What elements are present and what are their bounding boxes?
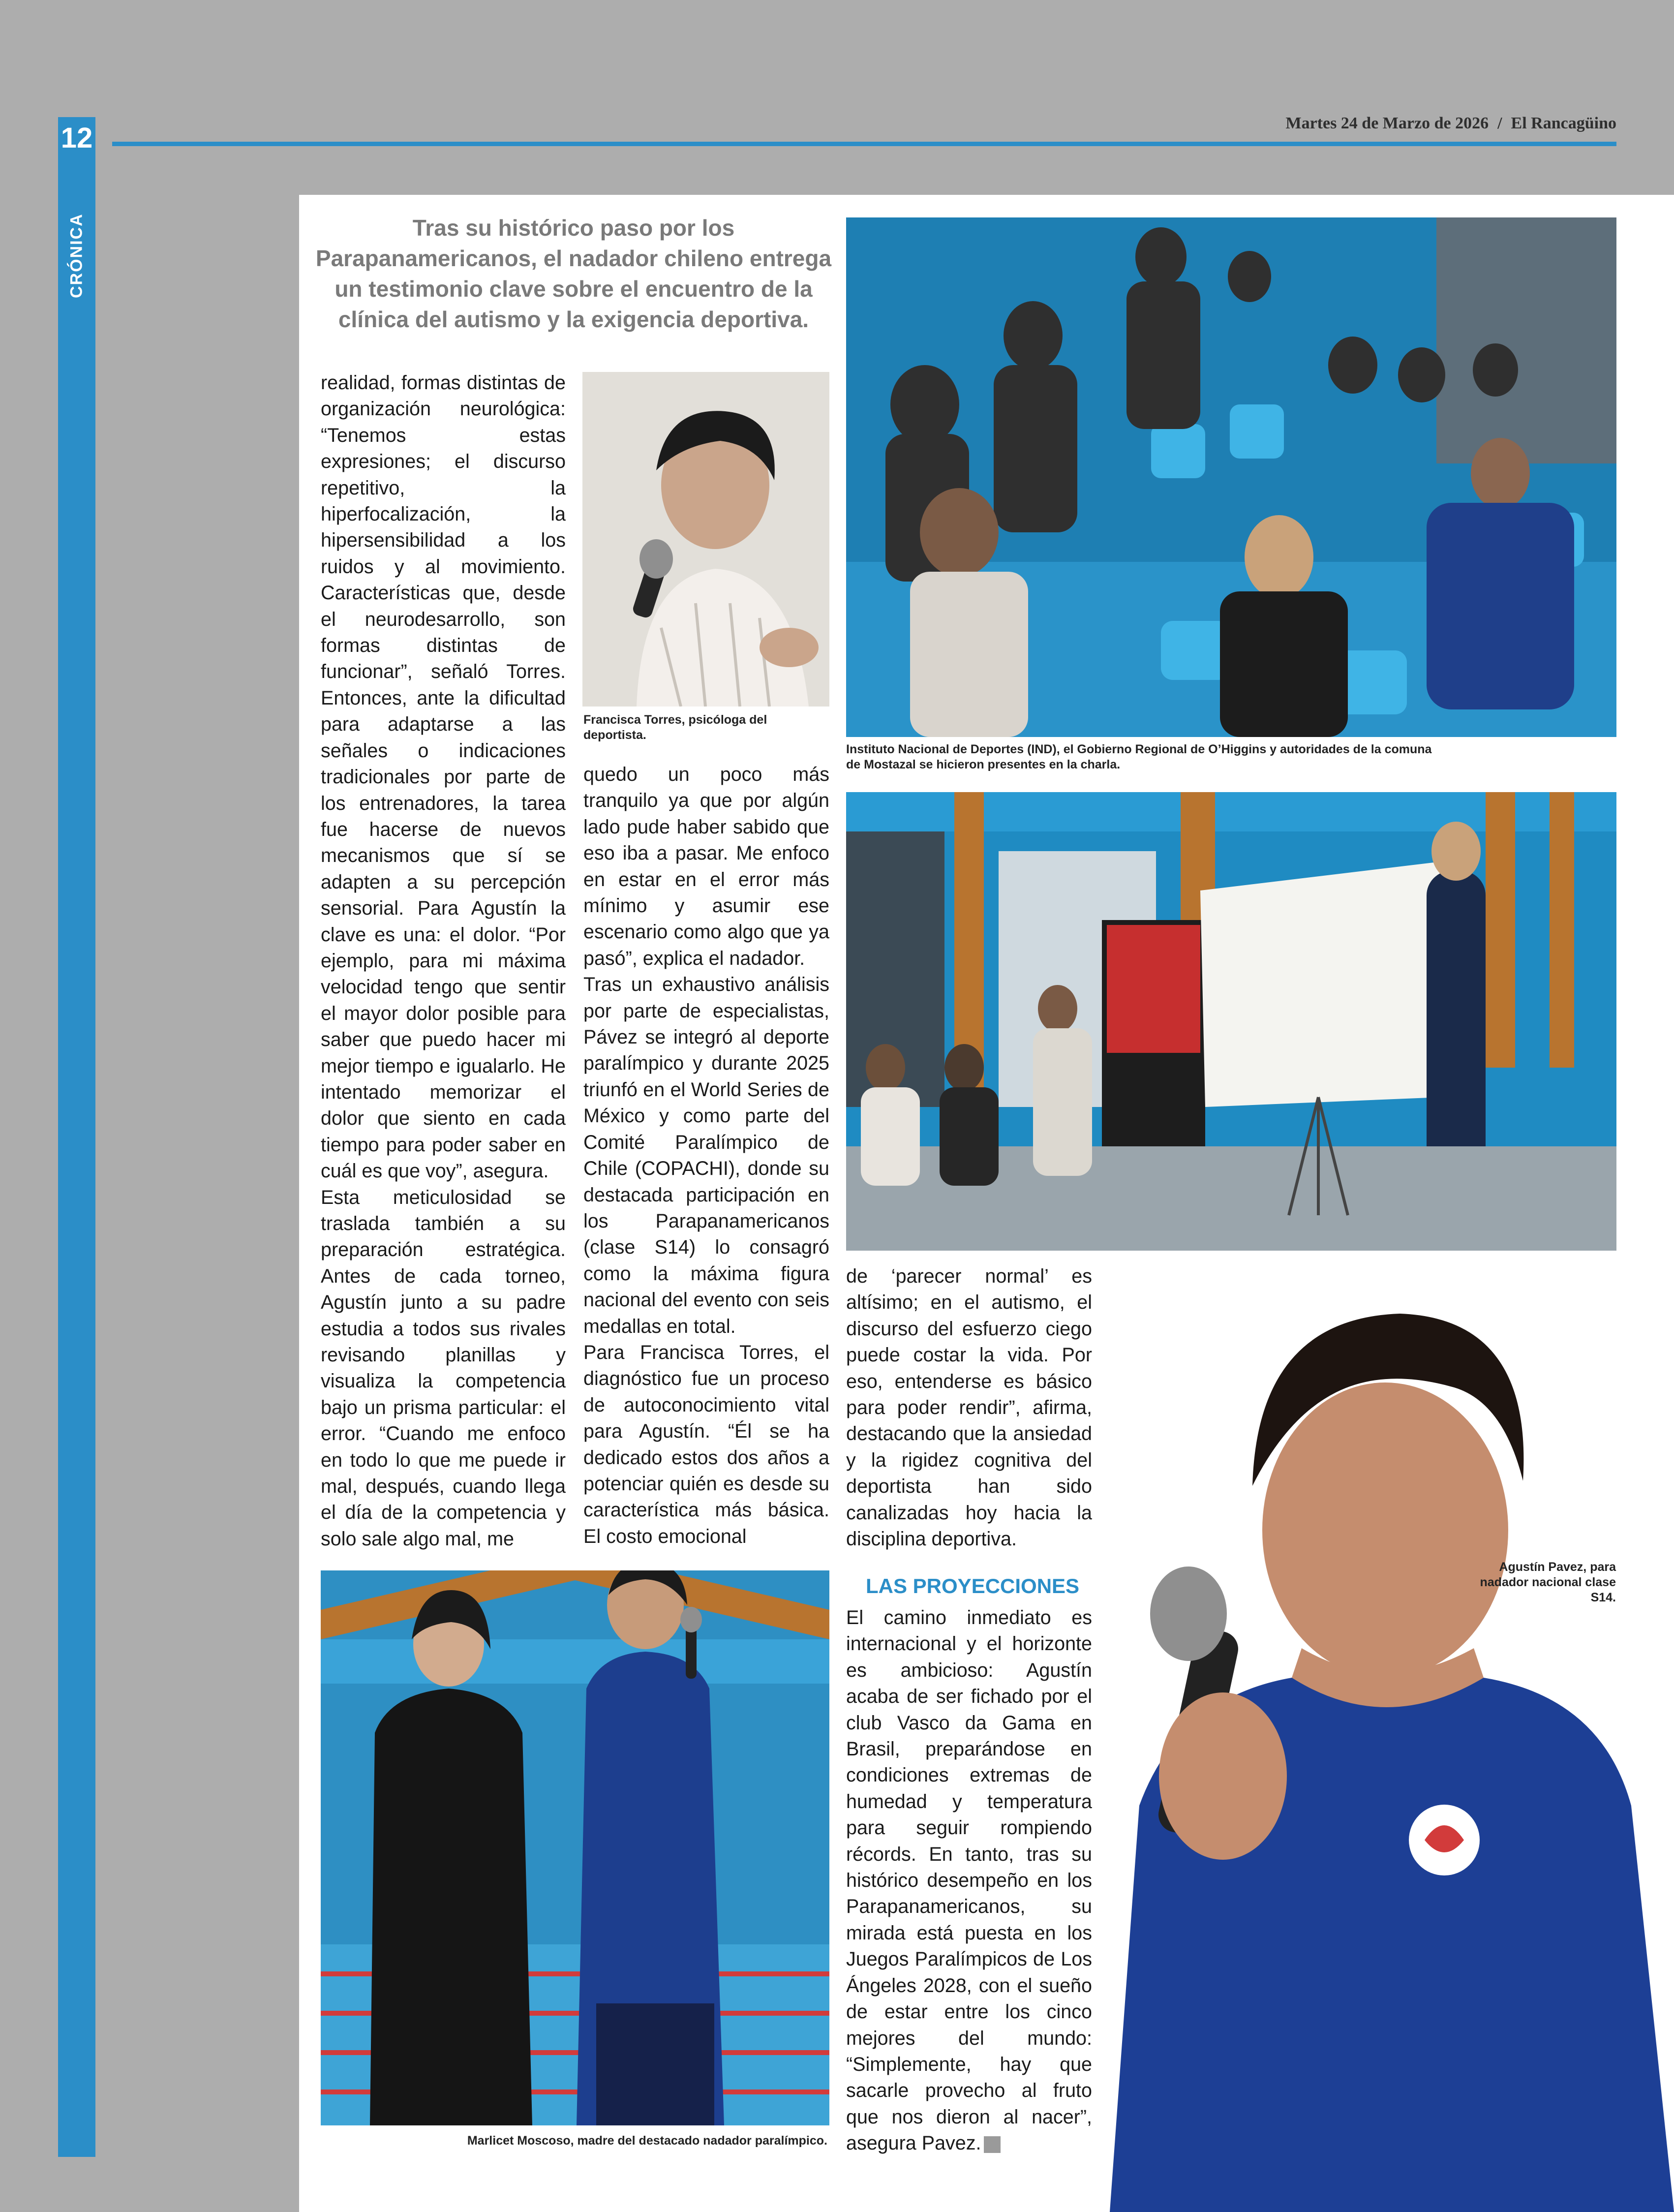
section-label: CRÓNICA <box>67 213 86 299</box>
section-sidebar <box>58 159 95 2157</box>
paragraph: Tras un exhaustivo análisis por parte de especialistas, Pávez se integró al deporte paralímpico y durante 2025 triunfó en el World Series de México y como parte del Comité Paralímpico de Chile (COPACHI), donde su destacada participación en los Parapanamericanos (clase S14) lo consagró como la máxima figura nacional del evento con seis medallas en total. <box>583 974 829 1337</box>
paragraph: Esta meticulosidad se traslada también a su preparación estratégica. Antes de cada torneo, Agustín junto a su padre estudia a todos sus rivales revisando planillas y visualiza la competencia bajo un prisma particular: el error. “Cuando me enfoco en todo lo que me puede ir mal, después, cuando llega el día de la competencia y solo sale algo mal, me <box>321 1186 566 1550</box>
publication-name: El Rancagüino <box>1511 114 1616 132</box>
article-column-3-bottom <box>846 1605 1092 2166</box>
photo-torres-illustration <box>582 372 829 707</box>
article-column-2 <box>583 762 829 1564</box>
photo-francisca-torres <box>582 372 829 707</box>
photo-audience <box>846 217 1616 737</box>
photo-agustin-pavez <box>1080 1274 1674 2212</box>
subheading-proyecciones: LAS PROYECCIONES <box>866 1574 1080 1598</box>
photo-mother-illustration <box>321 1570 829 2125</box>
article-column-3-top <box>846 1263 1092 1559</box>
paragraph: quedo un poco más tranquilo ya que por algún lado pude haber sabido que eso iba a pasar. Me enfoco en estar en el error más mínimo y asumir ese escenario como algo que ya pasó”, explica el nadador. <box>583 764 829 969</box>
photo-agustin-illustration <box>1080 1274 1674 2212</box>
issue-date: Martes 24 de Marzo de 2026 <box>1285 114 1489 132</box>
closing-paragraph-text: El camino inmediato es internacional y el horizonte es ambicioso: Agustín acaba de ser fichado por el club Vasco da Gama en Brasil, preparándose en condiciones extremas de humedad y temperatura para seguir rompiendo récords. En tanto, tras su histórico desempeño en los Parapanamericanos, su mirada está puesta en los Juegos Paralímpicos de Los Ángeles 2028, con el sueño de estar entre los cinco mejores del mundo: “Simplemente, hay que sacarle provecho al fruto que nos dieron al nacer”, asegura Pavez. <box>846 1607 1092 2154</box>
caption-francisca-torres: Francisca Torres, psicóloga del deportista. <box>583 713 767 742</box>
caption-marlicet-moscoso: Marlicet Moscoso, madre del destacado nadador paralímpico. <box>467 2134 827 2148</box>
header-meta <box>1082 114 1616 139</box>
paragraph: Para Francisca Torres, el diagnóstico fue un proceso de autoconocimiento vital para Agustín. “Él se ha dedicado estos dos años a potenciar quién es desde su característica más básica. El costo emocional <box>583 1341 829 1547</box>
paragraph: realidad, formas distintas de organización neurológica: “Tenemos estas expresiones; el discurso repetitivo, la hiperfocalización, la hipersensibilidad a los ruidos y al movimiento. Características que, desde el neurodesarrollo, son formas distintas de funcionar”, señaló Torres. Entonces, ante la dificultad para adaptarse a las señales o indicaciones tradicionales por parte de los entrenadores, la tarea fue hacerse de nuevos mecanismos que sí se adapten a su percepción sensorial. Para Agustín la clave es una: el dolor. “Por ejemplo, para mi máxima velocidad tengo que sentir el mayor dolor posible para saber que puedo hacer mi mejor tiempo e igualarlo. He intentado memorizar el dolor que siento en cada tiempo para poder saber en cuál es que voy”, asegura. <box>321 372 566 1182</box>
page-number: 12 <box>58 117 95 159</box>
photo-audience-illustration <box>846 217 1616 737</box>
end-of-article-icon <box>984 2136 1001 2153</box>
paragraph: de ‘parecer normal’ es altísimo; en el autismo, el discurso del esfuerzo ciego puede costar la vida. Por eso, entenderse es básico para poder rendir”, afirma, destacando que la ansiedad y la rigidez cognitiva del deportista han sido canalizadas hoy hacia la disciplina deportiva. <box>846 1265 1092 1550</box>
article-lead: Tras su histórico paso por los Parapanamericanos, el nadador chileno entrega un testimonio clave sobre el encuentro de la clínica del autismo y la exigencia deportiva. <box>315 215 832 332</box>
paragraph <box>846 1605 1092 2157</box>
caption-agustin-pavez: Agustín Pavez, para nadador nacional clase S14. <box>1480 1560 1616 1604</box>
caption-ind-authorities: Instituto Nacional de Deportes (IND), el Gobierno Regional de O’Higgins y autoridades de la comuna de Mostazal se hicieron presentes en la charla. <box>846 742 1432 771</box>
photo-presentation-illustration <box>846 792 1616 1251</box>
header-rule <box>112 142 1616 146</box>
photo-mother-and-swimmer <box>321 1570 829 2125</box>
photo-presentation <box>846 792 1616 1251</box>
article-column-1 <box>321 370 566 1561</box>
header-separator: / <box>1497 114 1502 132</box>
